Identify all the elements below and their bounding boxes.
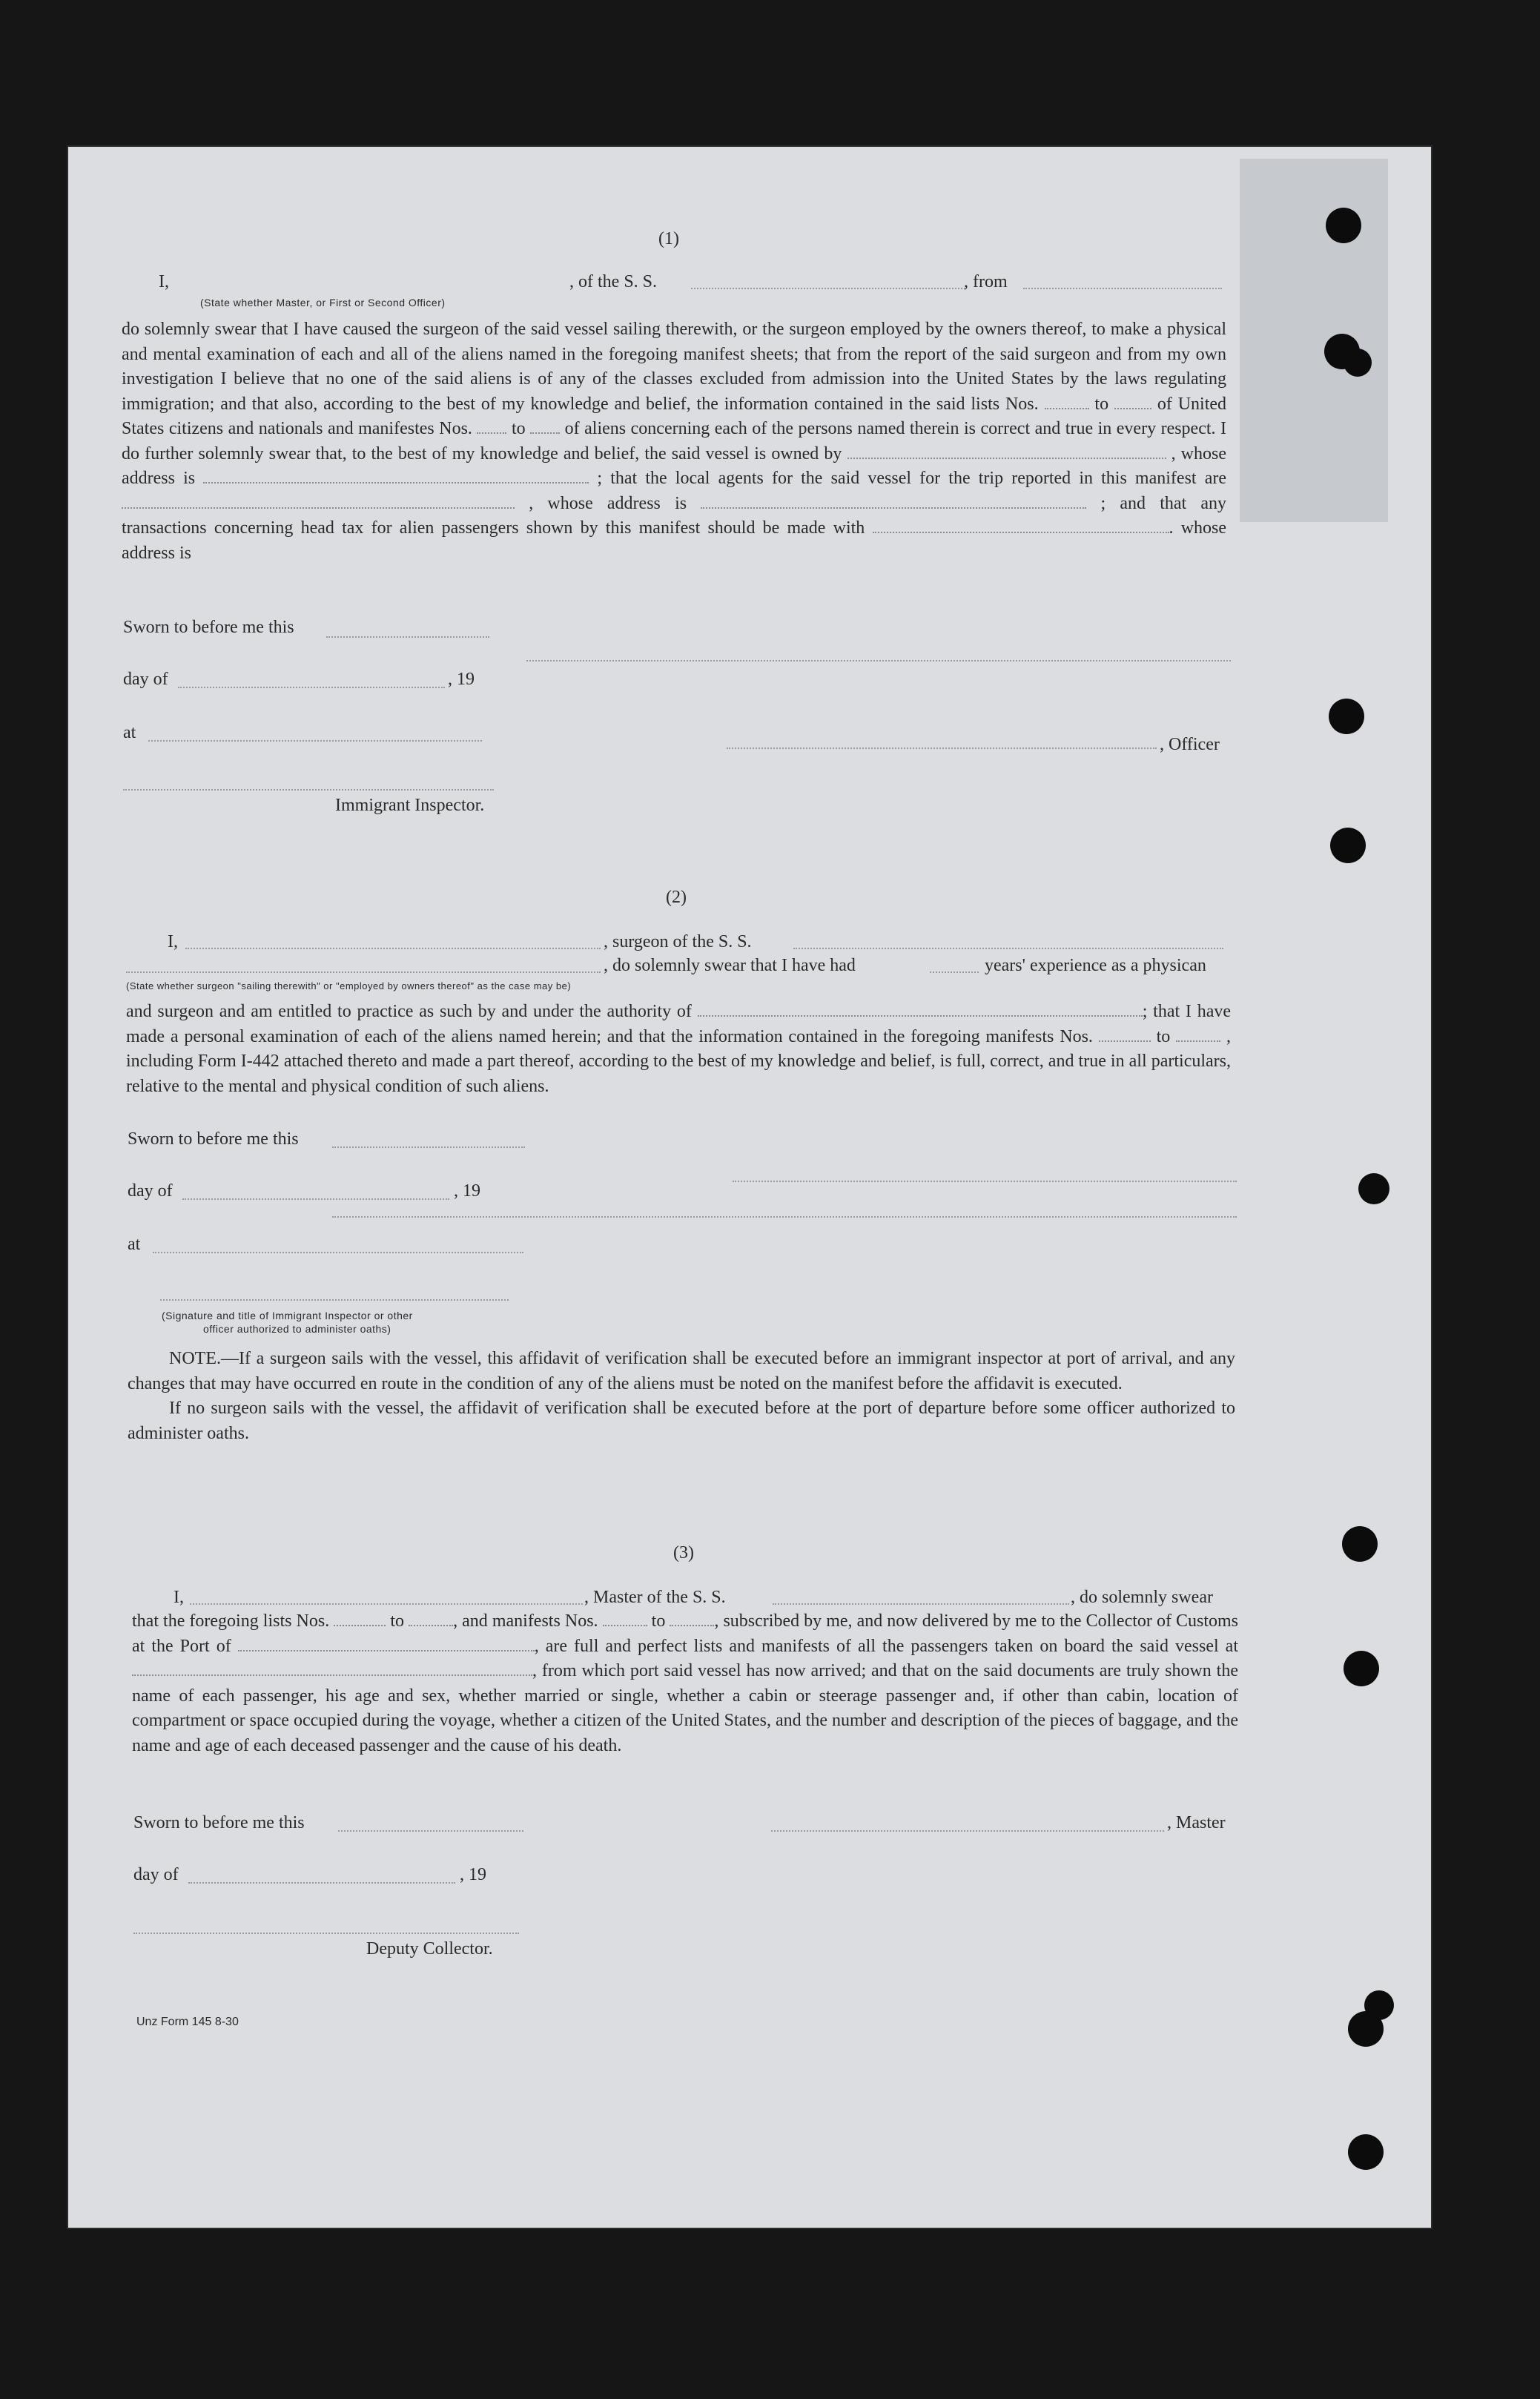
sec1-body-h: , whose address is	[529, 493, 687, 513]
sec1-body-c: of United States citizens and nationals and manifestes Nos.	[122, 394, 1227, 438]
sec2-extra-rule	[332, 1216, 1237, 1218]
sec1-day-blank	[178, 687, 445, 688]
blank	[132, 1663, 532, 1676]
sec2-sig-rule	[733, 1181, 1237, 1182]
tape-patch	[1240, 159, 1388, 522]
sec1-body-e: of aliens concerning each of the persons named therein is correct and true in every respect. I do further solemnly swear that, to the best of my knowledge and belief, the said vessel is owned by	[122, 419, 1227, 463]
sec1-nineteen: , 19	[448, 670, 475, 689]
sec1-body: do solemnly swear that I have caused the surgeon of the said vessel sailing therewith, or the surgeon employed by the owners thereof, to make a physical and mental examination of each and all of the aliens named in the foregoing manifest sheets; that from the report of the said surgeon and from my own investigation I believe that no one of the said aliens is of any of the classes excluded from admission into the United States by the laws regulating immigration; and that also, according to the best of my knowledge and belief, the information contained in the said lists Nos. to of United States citizens and nationals and manifestes Nos. to of aliens concerning each of the persons named therein is correct and true in every respect. I do further solemnly swear that, to the best of my knowledge and belief, the said vessel is owned by , whose address is ; that the local agents for the said vessel for the trip reported in this manifest are , whose address is ; and that any transactions concerning head tax for alien passengers shown by this manifest should be made with . whose address is	[122, 320, 1227, 563]
sec3-day-blank	[188, 1882, 455, 1884]
sec1-sig-rule	[526, 660, 1231, 661]
blank	[701, 495, 1086, 509]
sec2-years-blank	[930, 971, 979, 973]
sec2-sig-note-2: officer authorized to administer oaths)	[203, 1323, 391, 1335]
sec3-swear: , do solemnly swear	[1071, 1588, 1213, 1607]
sec3-body-f: , are full and perfect lists and manifests of all the passengers taken on board the said vessel at	[534, 1636, 1239, 1656]
sec3-sworn: Sworn to before me this	[133, 1813, 305, 1832]
sec1-sworn: Sworn to before me this	[123, 618, 294, 637]
blank	[203, 470, 589, 484]
sec2-note-p1: NOTE.—If a surgeon sails with the vessel, this affidavit of verification shall be executed before an immigrant inspector at port of arrival, and any changes that may have occurred en route in the condition of any of the aliens must be noted on the manifest before the affidavit is executed.	[128, 1349, 1235, 1393]
blank	[1114, 396, 1151, 409]
punch-hole	[1344, 1651, 1379, 1686]
sec2-sig-note-1: (Signature and title of Immigrant Inspector or other	[162, 1310, 413, 1321]
sec2-type-blank	[126, 971, 601, 973]
sec1-day-of: day of	[123, 670, 168, 689]
blank	[1176, 1029, 1220, 1042]
sec3-deputy: Deputy Collector.	[366, 1939, 493, 1959]
sec3-ss-blank	[773, 1603, 1069, 1605]
punch-hole	[1342, 1526, 1378, 1562]
sec1-at-blank	[148, 740, 482, 742]
sec2-officer-rule	[160, 1299, 509, 1301]
sec1-body-j: whose address is	[122, 518, 1227, 563]
sec1-inspector-rule	[123, 789, 494, 791]
sec2-body: and surgeon and am entitled to practice as such by and under the authority of ; that I have made a personal examination of each of the aliens named herein; and that the information contained in the foregoing manifests Nos. to , including Form I-442 attached thereto and made a part thereof, according to the best of my knowledge and belief, is full, correct, and true in all particulars, relative to the mental and physical condition of such aliens.	[126, 1002, 1232, 1096]
sec3-body	[132, 1609, 1238, 1758]
sec1-body-f: , whose address is	[122, 443, 1227, 488]
sec2-surgeon-note: (State whether surgeon "sailing therewith" or "employed by owners thereof" as the case may be)	[126, 980, 572, 991]
sec1-ss-blank	[691, 288, 965, 289]
sec2-nineteen: , 19	[454, 1181, 480, 1201]
sec3-deputy-rule	[133, 1933, 519, 1934]
sec2-day-blank	[182, 1198, 449, 1200]
sec1-from-blank	[1023, 288, 1222, 289]
sec2-note-p2: If no surgeon sails with the vessel, the affidavit of verification shall be executed before at the port of departure before some officer authorized to administer oaths.	[128, 1399, 1235, 1443]
sec2-swear: , do solemnly swear that I have had	[604, 956, 856, 975]
sec2-body-b: that I have made a personal examination of each of the aliens named herein; and that the information contained in the foregoing manifests Nos.	[126, 1002, 1232, 1046]
sec3-body-c: , and manifests Nos.	[453, 1611, 598, 1631]
section-3-number: (3)	[673, 1543, 694, 1563]
sec1-body-i: ; and that any transactions concerning head tax for alien passengers shown by this manifest should be made with	[122, 493, 1227, 538]
section-1-number: (1)	[658, 229, 679, 248]
sec2-name-blank	[185, 948, 601, 949]
sec1-body-d: to	[511, 419, 526, 438]
sec2-body-d: , including Form I-442 attached thereto and made a part thereof, according to the best of my knowledge and belief, is full, correct, and true in all particulars, relative to the mental and physical condition of such aliens.	[126, 1026, 1232, 1096]
sec1-body-g: ; that the local agents for the said vessel for the trip reported in this manifest are	[597, 469, 1227, 488]
blank	[530, 420, 560, 434]
sec3-body-d: to	[651, 1611, 666, 1631]
sec2-at-blank	[153, 1252, 523, 1253]
form-number: Unz Form 145 8-30	[136, 2016, 239, 2028]
sec2-note	[128, 1347, 1235, 1446]
sec3-i: I,	[174, 1588, 184, 1607]
sec2-sworn: Sworn to before me this	[128, 1129, 299, 1149]
blank	[670, 1613, 714, 1626]
blank	[238, 1638, 535, 1651]
sec1-at: at	[123, 723, 136, 742]
sec2-body-c: to	[1156, 1026, 1171, 1046]
punch-hole	[1326, 208, 1361, 243]
sec3-name-blank	[190, 1603, 583, 1605]
punch-hole	[1348, 2011, 1384, 2047]
sec3-day-of: day of	[133, 1865, 179, 1884]
sec2-body-a: and surgeon and am entitled to practice as such by and under the authority of	[126, 1002, 692, 1021]
blank	[847, 446, 1166, 459]
blank	[698, 1003, 1143, 1017]
sec1-from: , from	[964, 272, 1008, 291]
sec1-line1	[159, 271, 169, 292]
blank	[1099, 1029, 1151, 1042]
sec3-master-of: , Master of the S. S.	[584, 1588, 726, 1607]
sec3-body-b: to	[390, 1611, 404, 1631]
sec1-officer: , Officer	[1160, 735, 1220, 754]
sec1-officer-note: (State whether Master, or First or Second Officer)	[200, 297, 446, 308]
punch-hole	[1348, 2134, 1384, 2170]
sec3-nineteen: , 19	[460, 1865, 486, 1884]
section-2-number: (2)	[666, 888, 687, 907]
punch-hole	[1330, 828, 1366, 863]
sec3-master-rule	[771, 1830, 1164, 1832]
blank	[334, 1613, 386, 1626]
sec2-surgeon-of: , surgeon of the S. S.	[604, 932, 752, 951]
sec2-years: years' experience as a physican	[985, 956, 1206, 975]
sec3-body-a: that the foregoing lists Nos.	[132, 1611, 330, 1631]
sec1-sworn-blank	[326, 636, 489, 638]
blank	[603, 1613, 647, 1626]
sec3-body-e: , subscribed by me, and now delivered by me to the Collector of Customs at the Port of	[132, 1611, 1239, 1656]
sec1-body-b: to	[1094, 394, 1109, 414]
blank	[873, 520, 1169, 533]
sec2-sworn-blank	[332, 1146, 525, 1148]
sec2-ss-blank	[793, 948, 1223, 949]
sec2-at: at	[128, 1235, 141, 1254]
sec3-sworn-blank	[338, 1830, 523, 1832]
punch-hole	[1329, 699, 1364, 734]
blank	[477, 420, 506, 434]
sec1-of-ss: , of the S. S.	[569, 272, 658, 291]
sec2-day-of: day of	[128, 1181, 173, 1201]
punch-hole	[1358, 1173, 1389, 1204]
sec1-officer-rule	[727, 748, 1157, 749]
sec3-master: , Master	[1167, 1813, 1226, 1832]
sec1-body-a: do solemnly swear that I have caused the surgeon of the said vessel sailing therewith, or the surgeon employed by the owners thereof, to make a physical and mental examination of each and all of the aliens named in the foregoing manifest sheets; that from the report of the said surgeon and from my own investigation I believe that no one of the said aliens is of any of the classes excluded from admission into the United States by the laws regulating immigration; and that also, according to the best of my knowledge and belief, the information contained in the said lists Nos.	[122, 320, 1226, 414]
blank	[409, 1613, 453, 1626]
punch-hole	[1344, 349, 1372, 377]
sec1-i: I,	[159, 272, 169, 291]
sec2-i: I,	[168, 932, 178, 951]
sec1-inspector: Immigrant Inspector.	[335, 796, 485, 815]
blank	[1045, 396, 1089, 409]
blank	[122, 495, 515, 509]
sec3-body-g: , from which port said vessel has now arrived; and that on the said documents are truly shown the name of each passenger, his age and sex, whether married or single, whether a cabin or steerage passenger and, if other than cabin, location of compartment or space occupied during the voyage, whether a citizen of the United States, and the number and description of the pieces of baggage, and the name and age of each deceased passenger and the cause of his death.	[132, 1661, 1238, 1755]
